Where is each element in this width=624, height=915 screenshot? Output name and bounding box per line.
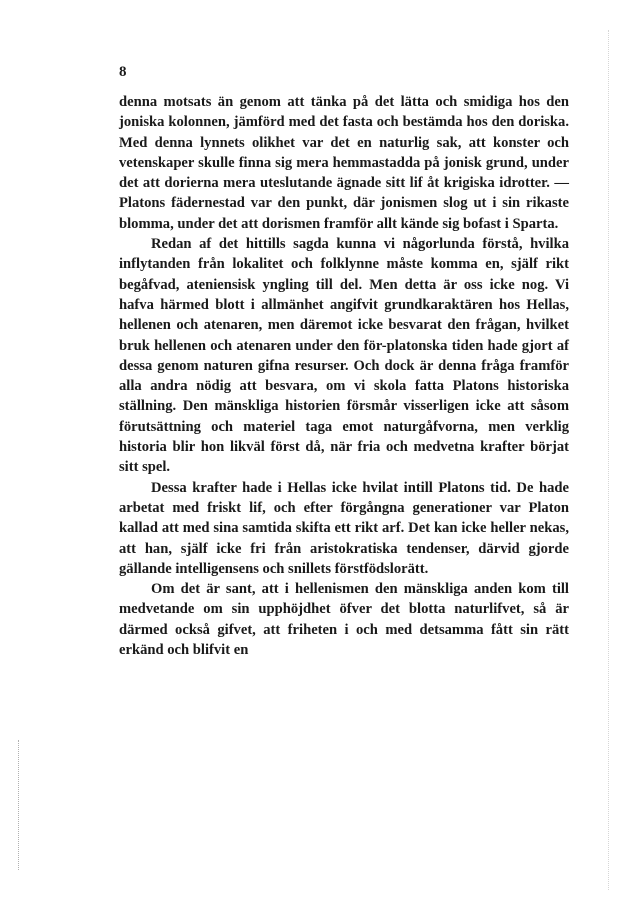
- scan-right-edge: [608, 30, 610, 890]
- body-text: [119, 92, 569, 660]
- paragraph: Redan af det hittills sagda kunna vi någorlunda förstå, hvilka inflytanden från lokalitet och folklynne måste komma en, själf rikt begåfvad, ateniensisk yngling till del. Men detta är oss icke nog. Vi hafva härmed blott i allmänhet angifvit grundkaraktären hos Hellas, hellenen och atenaren, men däremot icke besvarat den frågan, hvilket bruk hellenen och atenaren under den för-platonska tiden hade gjort af dessa genom naturen gifna resurser. Och dock är denna fråga framför alla andra nödig att besvara, om vi skola fatta Platons historiska ställning. Den mänskliga historien försmår visserligen icke att såsom förutsättning och materiel taga emot naturgåfvorna, men verklig historia blir hon likväl först då, när fria och medvetna krafter börjat sitt spel.: [119, 236, 569, 476]
- paragraph: Om det är sant, att i hellenismen den mänskliga anden kom till medvetande om sin upphöjdhet öfver det blotta naturlifvet, så är därmed också gifvet, att friheten i och med detsamma fått sin rätt erkänd och blifvit en: [119, 581, 569, 659]
- scan-edge-marks: [18, 740, 21, 870]
- page-number: 8: [119, 64, 127, 80]
- paragraph-continuation: denna motsats än genom att tänka på det lätta och smidiga hos den joniska kolonnen, jämförd med det fasta och bestämda hos den doriska. Med denna lynnets olikhet var det en naturlig sak, att konster och vetenskaper skulle finna sig mera hemmastadda på jonisk grund, under det att dorierna mera uteslutande ägnade sitt lif åt krigiska idrotter. — Platons fädernestad var den punkt, där jonismen slog ut i sin rikaste blomma, under det att dorismen framför allt kände sig bofast i Sparta.: [119, 94, 569, 232]
- paragraph: Dessa krafter hade i Hellas icke hvilat intill Platons tid. De hade arbetat med friskt lif, och efter förgångna generationer var Platon kallad att med sina samtida skifta ett rikt arf. Det kan icke heller nekas, att han, själf icke fri från aristokratiska tendenser, därvid gjorde gällande intelligensens och snillets förstfödslorätt.: [119, 479, 569, 577]
